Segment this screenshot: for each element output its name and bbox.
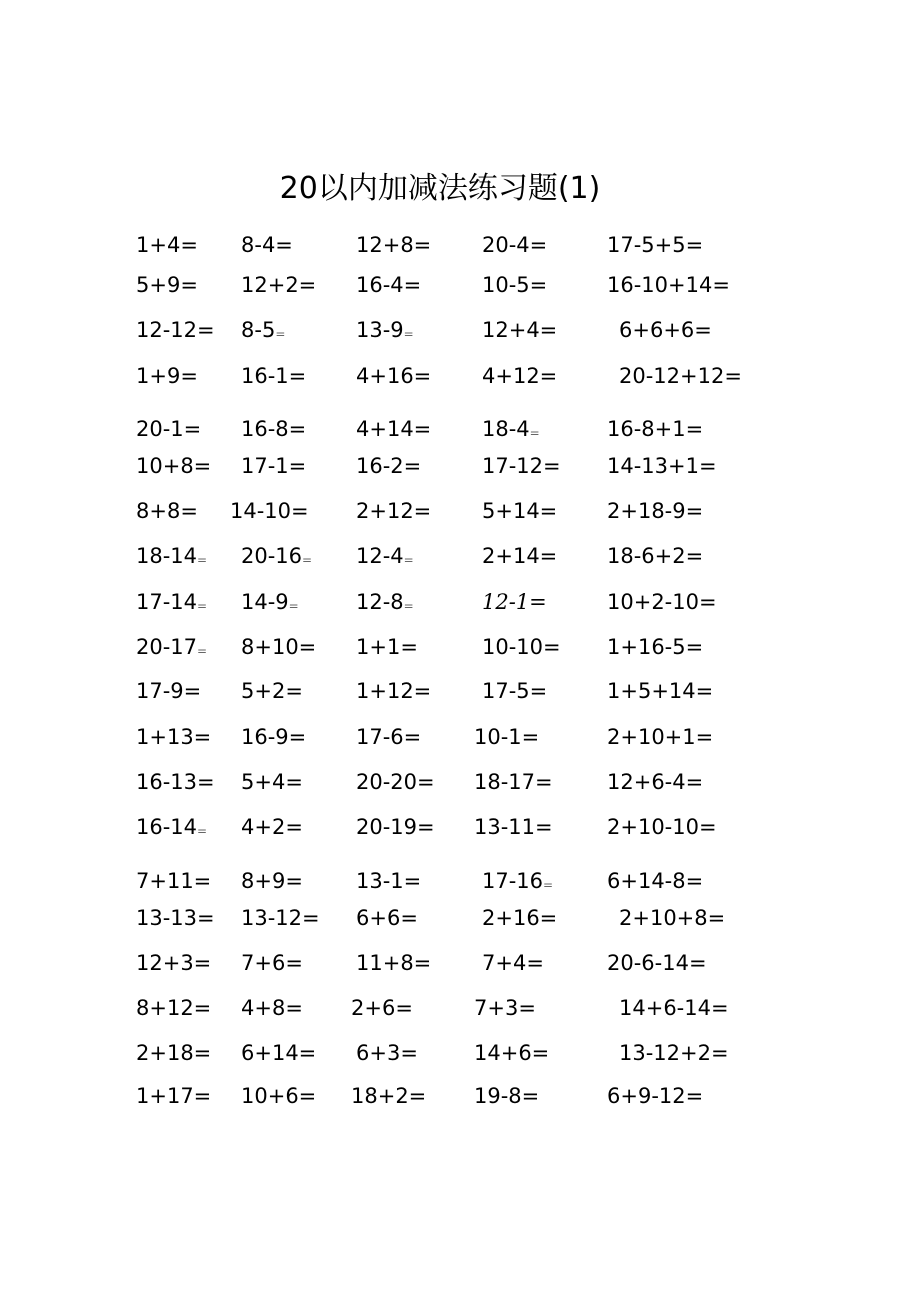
problem-text: 10+6= <box>241 1084 317 1108</box>
math-problem <box>607 412 703 446</box>
math-problem <box>241 901 320 935</box>
problem-text: 19-8= <box>474 1084 540 1108</box>
problem-text: 8-4= <box>241 233 293 257</box>
problem-text: 1+12= <box>356 679 432 703</box>
math-problem <box>607 864 703 898</box>
problem-text: 12+2= <box>241 273 317 297</box>
math-problem <box>136 1079 211 1113</box>
problem-text: 13-12= <box>241 906 320 930</box>
small-equals-sign: = <box>403 599 414 613</box>
problem-text: 1+13= <box>136 725 212 749</box>
math-problem <box>241 539 312 577</box>
problem-text: 5+2= <box>241 679 303 703</box>
problem-text: 6+6= <box>356 906 418 930</box>
problem-text: 20-4= <box>482 233 548 257</box>
small-equals-sign: = <box>197 599 208 613</box>
problem-text: 13-9 <box>356 318 404 342</box>
problem-text: 17-16 <box>482 869 544 893</box>
math-problem <box>356 449 421 483</box>
problem-text: 18-6+2= <box>607 544 704 568</box>
math-problem <box>474 720 539 754</box>
exercise-row <box>0 228 920 262</box>
math-problem <box>356 674 431 708</box>
problem-text: 2+18-9= <box>607 499 704 523</box>
problem-text: 5+4= <box>241 770 303 794</box>
problem-text: 14-9 <box>241 590 289 614</box>
math-problem <box>607 1079 703 1113</box>
problem-text: 17-12= <box>482 454 561 478</box>
problem-text: 7+6= <box>241 951 303 975</box>
problem-text: 1+4= <box>136 233 198 257</box>
problem-text: 7+11= <box>136 869 212 893</box>
math-problem <box>136 630 207 668</box>
math-problem <box>607 765 703 799</box>
problem-text: 5+14= <box>482 499 558 523</box>
problem-text: 2+6= <box>351 996 413 1020</box>
math-problem <box>241 268 316 302</box>
problem-text: 13-11= <box>474 815 553 839</box>
math-problem <box>356 494 431 528</box>
problem-text: 16-9= <box>241 725 307 749</box>
problem-text: 10-5= <box>482 273 548 297</box>
exercise-row <box>0 449 920 483</box>
problem-text: 7+3= <box>474 996 536 1020</box>
math-problem <box>136 720 211 754</box>
page-title: 20以内加减法练习题(1) <box>279 171 601 206</box>
problem-text: 20-17 <box>136 635 198 659</box>
math-problem <box>136 313 215 347</box>
problem-text: 18-4 <box>482 417 530 441</box>
problem-text: 8-5 <box>241 318 276 342</box>
math-problem <box>619 901 725 935</box>
math-problem <box>351 991 413 1025</box>
math-problem <box>136 674 201 708</box>
small-equals-sign: = <box>302 553 313 567</box>
math-problem <box>482 359 557 393</box>
exercise-row <box>0 674 920 708</box>
problem-text: 12-1= <box>482 590 547 614</box>
math-problem <box>482 630 561 664</box>
math-problem <box>482 585 547 619</box>
problem-text: 13-1= <box>356 869 422 893</box>
math-problem <box>136 539 207 577</box>
problem-text: 10-1= <box>474 725 540 749</box>
problem-text: 14+6-14= <box>619 996 729 1020</box>
math-problem <box>241 1036 316 1070</box>
math-problem <box>619 359 742 393</box>
problem-text: 12-8 <box>356 590 404 614</box>
math-problem <box>356 946 431 980</box>
problem-text: 1+1= <box>356 635 418 659</box>
math-problem <box>482 228 547 262</box>
math-problem <box>474 1036 549 1070</box>
math-problem <box>619 1036 729 1070</box>
math-problem <box>607 228 703 262</box>
problem-text: 4+2= <box>241 815 303 839</box>
problem-text: 18+2= <box>351 1084 427 1108</box>
problem-text: 20-20= <box>356 770 435 794</box>
exercise-row <box>0 810 920 844</box>
exercise-row <box>0 585 920 619</box>
problem-text: 4+16= <box>356 364 432 388</box>
math-problem <box>607 449 717 483</box>
math-problem <box>607 494 703 528</box>
math-problem <box>356 268 421 302</box>
math-problem <box>241 585 299 623</box>
math-problem <box>136 412 201 446</box>
problem-text: 10+8= <box>136 454 212 478</box>
problem-text: 16-4= <box>356 273 422 297</box>
math-problem <box>607 268 730 302</box>
math-problem <box>241 630 316 664</box>
problem-text: 6+14-8= <box>607 869 704 893</box>
math-problem <box>482 539 557 573</box>
problem-text: 13-13= <box>136 906 215 930</box>
math-problem <box>241 412 306 446</box>
problem-text: 2+10+1= <box>607 725 714 749</box>
small-equals-sign: = <box>197 644 208 658</box>
problem-text: 8+9= <box>241 869 303 893</box>
problem-text: 1+16-5= <box>607 635 704 659</box>
problem-text: 20-12+12= <box>619 364 742 388</box>
problem-text: 8+8= <box>136 499 198 523</box>
math-problem <box>607 720 713 754</box>
math-problem <box>607 674 713 708</box>
math-problem <box>482 864 553 902</box>
exercise-row <box>0 359 920 393</box>
problem-text: 16-8+1= <box>607 417 704 441</box>
problem-text: 16-2= <box>356 454 422 478</box>
problem-text: 13-12+2= <box>619 1041 729 1065</box>
small-equals-sign: = <box>288 599 299 613</box>
math-problem <box>230 494 309 528</box>
math-problem <box>356 810 435 844</box>
exercise-row <box>0 268 920 302</box>
math-problem <box>356 585 414 623</box>
exercise-row <box>0 313 920 347</box>
problem-text: 20-1= <box>136 417 202 441</box>
problem-text: 8+12= <box>136 996 212 1020</box>
math-problem <box>356 412 431 446</box>
math-problem <box>136 268 198 302</box>
problem-text: 2+16= <box>482 906 558 930</box>
problem-text: 20-16 <box>241 544 303 568</box>
problem-text: 1+9= <box>136 364 198 388</box>
small-equals-sign: = <box>529 426 540 440</box>
exercise-row <box>0 864 920 898</box>
problem-text: 16-14 <box>136 815 198 839</box>
math-problem <box>474 765 553 799</box>
problem-text: 2+18= <box>136 1041 212 1065</box>
math-problem <box>482 268 547 302</box>
problem-text: 4+14= <box>356 417 432 441</box>
math-problem <box>474 810 553 844</box>
math-problem <box>241 765 303 799</box>
math-problem <box>607 539 703 573</box>
math-problem <box>356 630 418 664</box>
math-problem <box>356 765 435 799</box>
math-problem <box>356 539 414 577</box>
problem-text: 2+10+8= <box>619 906 726 930</box>
math-problem <box>241 313 285 351</box>
exercise-row <box>0 991 920 1025</box>
problem-text: 2+10-10= <box>607 815 717 839</box>
exercise-row <box>0 765 920 799</box>
math-problem <box>241 359 306 393</box>
math-problem <box>136 494 198 528</box>
math-problem <box>241 674 303 708</box>
math-problem <box>607 810 717 844</box>
small-equals-sign: = <box>275 327 286 341</box>
math-problem <box>482 674 547 708</box>
small-equals-sign: = <box>197 824 208 838</box>
problem-text: 17-1= <box>241 454 307 478</box>
math-problem <box>482 449 561 483</box>
problem-text: 20-19= <box>356 815 435 839</box>
exercise-row <box>0 946 920 980</box>
small-equals-sign: = <box>543 878 554 892</box>
small-equals-sign: = <box>403 553 414 567</box>
problem-text: 17-9= <box>136 679 202 703</box>
problem-text: 17-5= <box>482 679 548 703</box>
problem-text: 18-14 <box>136 544 198 568</box>
math-problem <box>351 1079 426 1113</box>
problem-text: 11+8= <box>356 951 432 975</box>
exercise-row <box>0 539 920 573</box>
math-problem <box>482 313 557 347</box>
problem-text: 4+8= <box>241 996 303 1020</box>
problem-text: 16-10+14= <box>607 273 730 297</box>
problem-text: 18-17= <box>474 770 553 794</box>
math-problem <box>356 864 421 898</box>
problem-text: 20-6-14= <box>607 951 707 975</box>
math-problem <box>136 228 198 262</box>
math-problem <box>619 991 729 1025</box>
math-problem <box>136 359 198 393</box>
math-problem <box>136 765 215 799</box>
small-equals-sign: = <box>403 327 414 341</box>
problem-text: 12+8= <box>356 233 432 257</box>
math-problem <box>482 901 557 935</box>
math-problem <box>241 946 303 980</box>
problem-text: 12+6-4= <box>607 770 704 794</box>
problem-text: 7+4= <box>482 951 544 975</box>
problem-text: 17-5+5= <box>607 233 704 257</box>
problem-text: 1+5+14= <box>607 679 714 703</box>
math-problem <box>136 946 211 980</box>
math-problem <box>607 630 703 664</box>
exercise-row <box>0 1079 920 1113</box>
problem-text: 16-1= <box>241 364 307 388</box>
problem-text: 12-4 <box>356 544 404 568</box>
math-problem <box>356 359 431 393</box>
problem-text: 14+6= <box>474 1041 550 1065</box>
problem-text: 12-12= <box>136 318 215 342</box>
math-problem <box>482 412 540 450</box>
math-problem <box>136 901 215 935</box>
math-problem <box>356 1036 418 1070</box>
math-problem <box>241 720 306 754</box>
exercise-row <box>0 494 920 528</box>
math-problem <box>356 313 414 351</box>
math-problem <box>136 585 207 623</box>
math-problem <box>241 810 303 844</box>
math-problem <box>136 864 211 898</box>
exercise-row <box>0 630 920 664</box>
problem-text: 5+9= <box>136 273 198 297</box>
math-problem <box>241 449 306 483</box>
problem-text: 2+12= <box>356 499 432 523</box>
exercise-row <box>0 412 920 446</box>
math-problem <box>607 946 707 980</box>
math-problem <box>474 1079 539 1113</box>
problem-text: 6+14= <box>241 1041 317 1065</box>
math-problem <box>356 901 418 935</box>
math-problem <box>136 810 207 848</box>
exercise-row <box>0 1036 920 1070</box>
math-problem <box>619 313 712 347</box>
math-problem <box>136 991 211 1025</box>
math-problem <box>356 228 431 262</box>
math-problem <box>482 494 557 528</box>
problem-text: 17-14 <box>136 590 198 614</box>
problem-text: 10-10= <box>482 635 561 659</box>
math-problem <box>241 991 303 1025</box>
problem-text: 12+4= <box>482 318 558 342</box>
problem-text: 14-10= <box>230 499 309 523</box>
problem-text: 10+2-10= <box>607 590 717 614</box>
math-problem <box>136 1036 211 1070</box>
math-problem <box>474 991 536 1025</box>
problem-text: 17-6= <box>356 725 422 749</box>
problem-text: 12+3= <box>136 951 212 975</box>
problem-text: 6+6+6= <box>619 318 712 342</box>
problem-text: 14-13+1= <box>607 454 717 478</box>
exercise-row <box>0 901 920 935</box>
problem-text: 2+14= <box>482 544 558 568</box>
math-problem <box>607 585 717 619</box>
exercise-row <box>0 720 920 754</box>
math-problem <box>356 720 421 754</box>
problem-text: 1+17= <box>136 1084 212 1108</box>
problem-text: 6+9-12= <box>607 1084 704 1108</box>
math-problem <box>136 449 211 483</box>
math-problem <box>482 946 544 980</box>
math-problem <box>241 1079 316 1113</box>
small-equals-sign: = <box>197 553 208 567</box>
problem-text: 4+12= <box>482 364 558 388</box>
math-problem <box>241 864 303 898</box>
math-problem <box>241 228 293 262</box>
problem-text: 16-8= <box>241 417 307 441</box>
problem-text: 16-13= <box>136 770 215 794</box>
problem-text: 8+10= <box>241 635 317 659</box>
problem-text: 6+3= <box>356 1041 418 1065</box>
